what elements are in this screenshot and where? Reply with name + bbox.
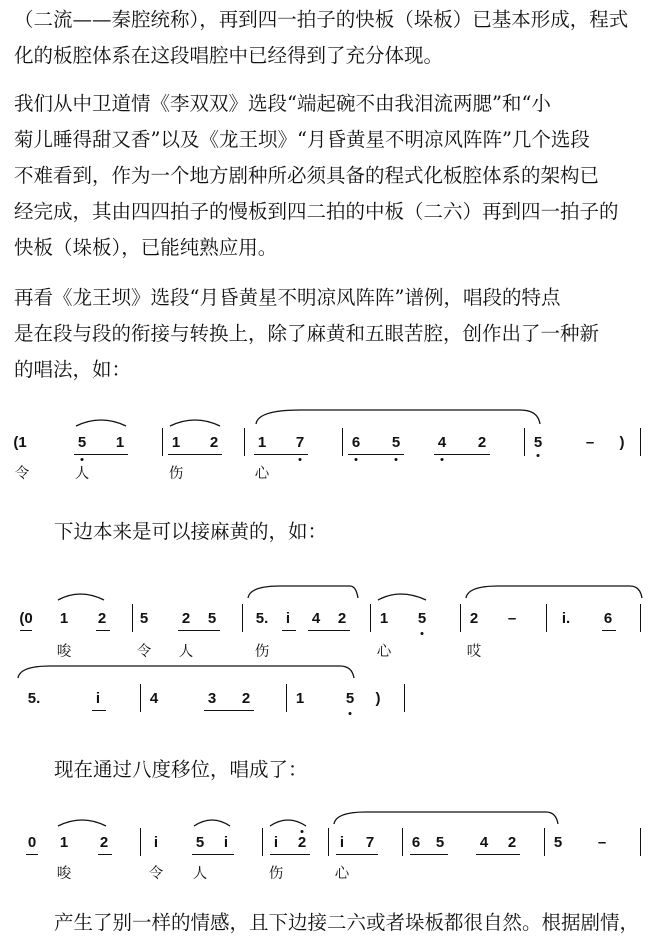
note: 4: [437, 434, 447, 451]
lyric: 心: [334, 866, 350, 882]
underline: [254, 454, 308, 455]
note: (1: [13, 434, 27, 451]
note: 1: [295, 690, 305, 707]
note: 1: [171, 434, 181, 451]
note: 5: [391, 434, 401, 451]
bar-line: [328, 828, 329, 856]
note: 5: [345, 690, 355, 707]
text-line-10: 的唱法，如：: [14, 358, 132, 381]
underline: [282, 630, 296, 631]
bar-line: [544, 828, 545, 856]
note: 5.: [27, 690, 41, 707]
lyric: 伤: [254, 644, 270, 660]
text-line-12-content: 现在通过八度移位，唱成了：: [54, 758, 308, 781]
bar-line: [402, 828, 403, 856]
note: 6: [411, 834, 421, 851]
note: ): [619, 434, 625, 451]
underline: [270, 854, 310, 855]
low-dot: [299, 458, 302, 461]
low-dot: [441, 458, 444, 461]
lyric: 唆: [56, 644, 72, 660]
music-example-2-line-1: [0, 586, 665, 676]
low-dot: [421, 632, 424, 635]
slur-marks-1: [0, 412, 665, 502]
underline: [98, 854, 112, 855]
note: 5: [77, 434, 87, 451]
low-dot: [355, 458, 358, 461]
note: 6: [603, 610, 613, 627]
bar-line: [640, 428, 641, 456]
note: (0: [19, 610, 33, 627]
note: 2: [477, 434, 487, 451]
high-dot: [301, 830, 304, 833]
lyric: 人: [178, 644, 194, 660]
note: –: [507, 610, 517, 627]
underline: [602, 630, 616, 631]
bar-line: [460, 604, 461, 632]
bar-line: [640, 828, 641, 856]
underline: [92, 710, 106, 711]
text-line-3: 我们从中卫道情《李双双》选段“端起碗不由我泪流两腮”和“小: [14, 92, 551, 115]
slur-marks-3: [0, 664, 665, 754]
note: 6: [351, 434, 361, 451]
text-line-1: （二流——秦腔统称），再到四一拍子的快板（垛板）已基本形成，程式: [14, 8, 629, 31]
text-line-4: 菊儿睡得甜又香”以及《龙王坝》“月昏黄星不明凉风阵阵”几个选段: [14, 128, 590, 151]
note: 5: [553, 834, 563, 851]
underline: [74, 454, 128, 455]
text-line-7: 快板（垛板），已能纯熟应用。: [14, 236, 278, 259]
text-line-13: [14, 906, 654, 940]
lyric: 令: [136, 644, 152, 660]
note: 5: [207, 610, 217, 627]
bar-line: [242, 604, 243, 632]
note: 2: [99, 834, 109, 851]
bar-line: [262, 828, 263, 856]
bar-line: [404, 684, 405, 712]
note: 2: [241, 690, 251, 707]
underline: [410, 854, 448, 855]
lyric: 令: [148, 866, 164, 882]
note: 1: [379, 610, 389, 627]
lyric: 人: [74, 466, 90, 482]
note: 1: [115, 434, 125, 451]
note: 5: [417, 610, 427, 627]
bar-line: [162, 428, 163, 456]
note: i: [285, 610, 291, 627]
note: 5: [435, 834, 445, 851]
note: 0: [27, 834, 37, 851]
low-dot: [81, 458, 84, 461]
text-line-12: [14, 753, 654, 787]
underline: [336, 854, 378, 855]
text-line-6: 经完成，其由四四拍子的慢板到四二拍的中板（二六）再到四一拍子的: [14, 200, 619, 223]
bar-line: [244, 428, 245, 456]
low-dot: [349, 712, 352, 715]
bar-line: [132, 604, 133, 632]
note: 1: [257, 434, 267, 451]
underline: [434, 454, 490, 455]
note: 2: [337, 610, 347, 627]
bar-line: [524, 428, 525, 456]
music-example-1: [0, 412, 665, 502]
underline: [168, 454, 222, 455]
note: 2: [297, 834, 307, 851]
note: i: [95, 690, 101, 707]
underline: [476, 854, 520, 855]
note: 5: [139, 610, 149, 627]
note: 5.: [255, 610, 269, 627]
lyric: 伤: [268, 866, 284, 882]
note: i: [153, 834, 159, 851]
note: 1: [59, 834, 69, 851]
music-example-3: [0, 812, 665, 902]
underline: [96, 630, 110, 631]
bar-line: [640, 604, 641, 632]
underline: [192, 854, 234, 855]
underline: [26, 854, 38, 855]
note: –: [585, 434, 595, 451]
note: ): [375, 690, 381, 707]
note: 5: [195, 834, 205, 851]
text-line-2: 化的板腔体系在这段唱腔中已经得到了充分体现。: [14, 44, 444, 67]
note: 4: [311, 610, 321, 627]
underline: [178, 630, 220, 631]
note: 5: [533, 434, 543, 451]
underline: [204, 710, 254, 711]
note: 2: [507, 834, 517, 851]
note: 3: [207, 690, 217, 707]
lyric: 心: [254, 466, 270, 482]
text-line-9: 是在段与段的衔接与转换上，除了麻黄和五眼苦腔，创作出了一种新: [14, 322, 600, 345]
note: 2: [97, 610, 107, 627]
bar-line: [370, 604, 371, 632]
bar-line: [140, 684, 141, 712]
slur-marks-2: [0, 586, 665, 676]
underline: [348, 454, 404, 455]
underline: [308, 630, 350, 631]
text-line-11-content: 下边本来是可以接麻黄的，如：: [54, 520, 328, 543]
lyric: 哎: [466, 644, 482, 660]
lyric: 令: [14, 466, 30, 482]
bar-line: [286, 684, 287, 712]
note: i.: [561, 610, 571, 627]
low-dot: [395, 458, 398, 461]
bar-line: [546, 604, 547, 632]
lyric: 伤: [168, 466, 184, 482]
note: 1: [59, 610, 69, 627]
bar-line: [140, 828, 141, 856]
note: 7: [365, 834, 375, 851]
note: 7: [295, 434, 305, 451]
text-line-5: 不难看到，作为一个地方剧种所必须具备的程式化板腔体系的架构已: [14, 164, 600, 187]
music-example-2-line-2: [0, 664, 665, 754]
note: 4: [479, 834, 489, 851]
text-line-8: 再看《龙王坝》选段“月昏黄星不明凉风阵阵”谱例，唱段的特点: [14, 286, 561, 309]
slur-marks-4: [0, 812, 665, 902]
note: 2: [209, 434, 219, 451]
note: –: [597, 834, 607, 851]
note: 2: [469, 610, 479, 627]
lyric: 心: [376, 644, 392, 660]
lyric: 人: [192, 866, 208, 882]
note: i: [339, 834, 345, 851]
bar-line: [342, 428, 343, 456]
low-dot: [537, 454, 540, 457]
lyric: 唆: [56, 866, 72, 882]
note: i: [223, 834, 229, 851]
text-line-11: [14, 515, 654, 549]
note: 2: [181, 610, 191, 627]
note: i: [273, 834, 279, 851]
text-line-13-content: 产生了别一样的情感，且下边接二六或者垛板都很自然。根据剧情，: [54, 911, 640, 934]
note: 4: [149, 690, 159, 707]
underline: [20, 630, 32, 631]
